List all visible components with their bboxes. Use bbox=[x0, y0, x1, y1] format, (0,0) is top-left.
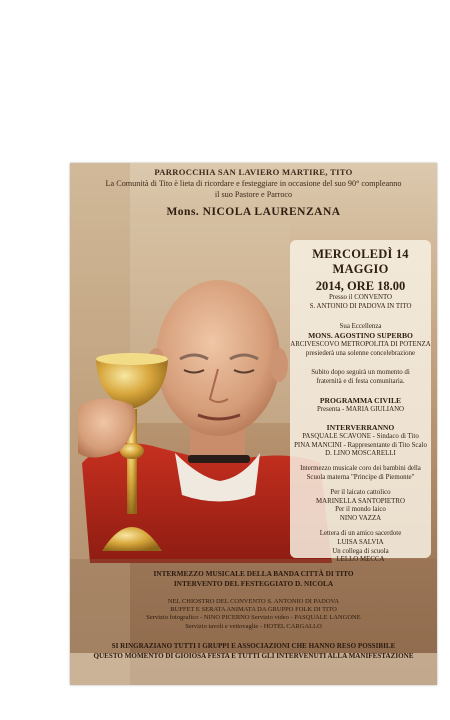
bishop-title: ARCIVESCOVO METROPOLITA DI POTENZA bbox=[290, 340, 431, 348]
event-year-time: 2014, ORE 18.00 bbox=[315, 279, 406, 293]
speakers-title: INTERVERRANNO bbox=[326, 423, 395, 433]
intro-text bbox=[80, 179, 427, 200]
event-date: MERCOLEDÌ 14 MAGGIO bbox=[312, 247, 409, 276]
speaker-3: D. LINO MOSCARELLI bbox=[325, 450, 396, 458]
letter-label: Lettera di un amico sacerdote bbox=[319, 530, 402, 538]
colleague-label: Un collega di scuola bbox=[332, 547, 389, 555]
event-details-panel bbox=[290, 240, 431, 564]
program-title: PROGRAMMA CIVILE bbox=[319, 396, 402, 406]
honoree-name: Mons. NICOLA LAURENZANA bbox=[166, 206, 341, 218]
interlude-line-2: Scuola materna "Principe di Piemonte" bbox=[306, 474, 415, 482]
laity-name: MARINELLA SANTOPIETRO bbox=[316, 497, 405, 505]
footer-line-2: INTERVENTO DEL FESTEGGIATO D. NICOLA bbox=[173, 579, 334, 588]
venue-line-1: Presso il CONVENTO bbox=[328, 294, 393, 301]
footer-line-1: INTERMEZZO MUSICALE DELLA BANDA CITTÀ DI TITO bbox=[153, 569, 354, 578]
footer-line-6: Servizio tavoli e vettovaglie - HOTEL CARGALLO bbox=[185, 622, 322, 630]
excellency-label: Sua Eccellenza bbox=[339, 322, 382, 330]
lay-world-label: Per il mondo laico bbox=[335, 506, 386, 514]
parish-name: PARROCCHIA SAN LAVIERO MARTIRE, TITO bbox=[154, 167, 353, 177]
bishop-note: presiederà una solenne concelebrazione bbox=[305, 349, 416, 357]
after-line-2: fraternità e di festa comunitaria. bbox=[316, 378, 405, 386]
poster-footer bbox=[70, 569, 437, 661]
intro-line-2: il suo Pastore e Parroco bbox=[214, 189, 293, 199]
letter-name: LUISA SALVIA bbox=[337, 538, 384, 546]
thanks-line-1: SI RINGRAZIANO TUTTI I GRUPPI E ASSOCIAZIONI CHE HANNO RESO POSSIBILE bbox=[111, 641, 396, 650]
lay-world-name: NINO VAZZA bbox=[339, 515, 382, 523]
after-line-1: Subito dopo seguirà un momento di bbox=[311, 369, 410, 377]
event-poster bbox=[70, 163, 437, 685]
speaker-2: PINA MANCINI - Rappresentante di Tito Scalo bbox=[294, 441, 427, 449]
thanks-line-2: QUESTO MOMENTO DI GIOIOSA FESTA E TUTTI GLI INTERVENUTI ALLA MANIFESTAZIONE bbox=[93, 651, 414, 660]
bishop-name: MONS. AGOSTINO SUPERBO bbox=[308, 331, 413, 341]
poster-header bbox=[70, 167, 437, 218]
poster-text-layer bbox=[70, 163, 437, 685]
speaker-1: PASQUALE SCAVONE - Sindaco di Tito bbox=[302, 432, 419, 440]
footer-line-5: Servizio fotografico - NINO PICERNO Servizio video - PASQUALE LANGONE bbox=[146, 614, 361, 622]
venue-line-2: S. ANTONIO DI PADOVA IN TITO bbox=[309, 302, 412, 310]
colleague-name: LELLO MECCA bbox=[336, 556, 385, 564]
intro-line-1: La Comunità di Tito è lieta di ricordare e festeggiare in occasione del suo 90° compleanno bbox=[105, 179, 402, 188]
interlude-line-1: Intermezzo musicale coro dei bambini della bbox=[300, 465, 421, 473]
laity-label: Per il laicato cattolico bbox=[330, 488, 391, 496]
footer-line-3: NEL CHIOSTRO DEL CONVENTO S. ANTONIO DI PADOVA bbox=[167, 598, 340, 605]
footer-line-4: BUFFET E SERATA ANIMATA DA GRUPPO FOLK DI TITO bbox=[170, 606, 337, 614]
presenter: Presenta - MARIA GIULIANO bbox=[316, 405, 405, 413]
